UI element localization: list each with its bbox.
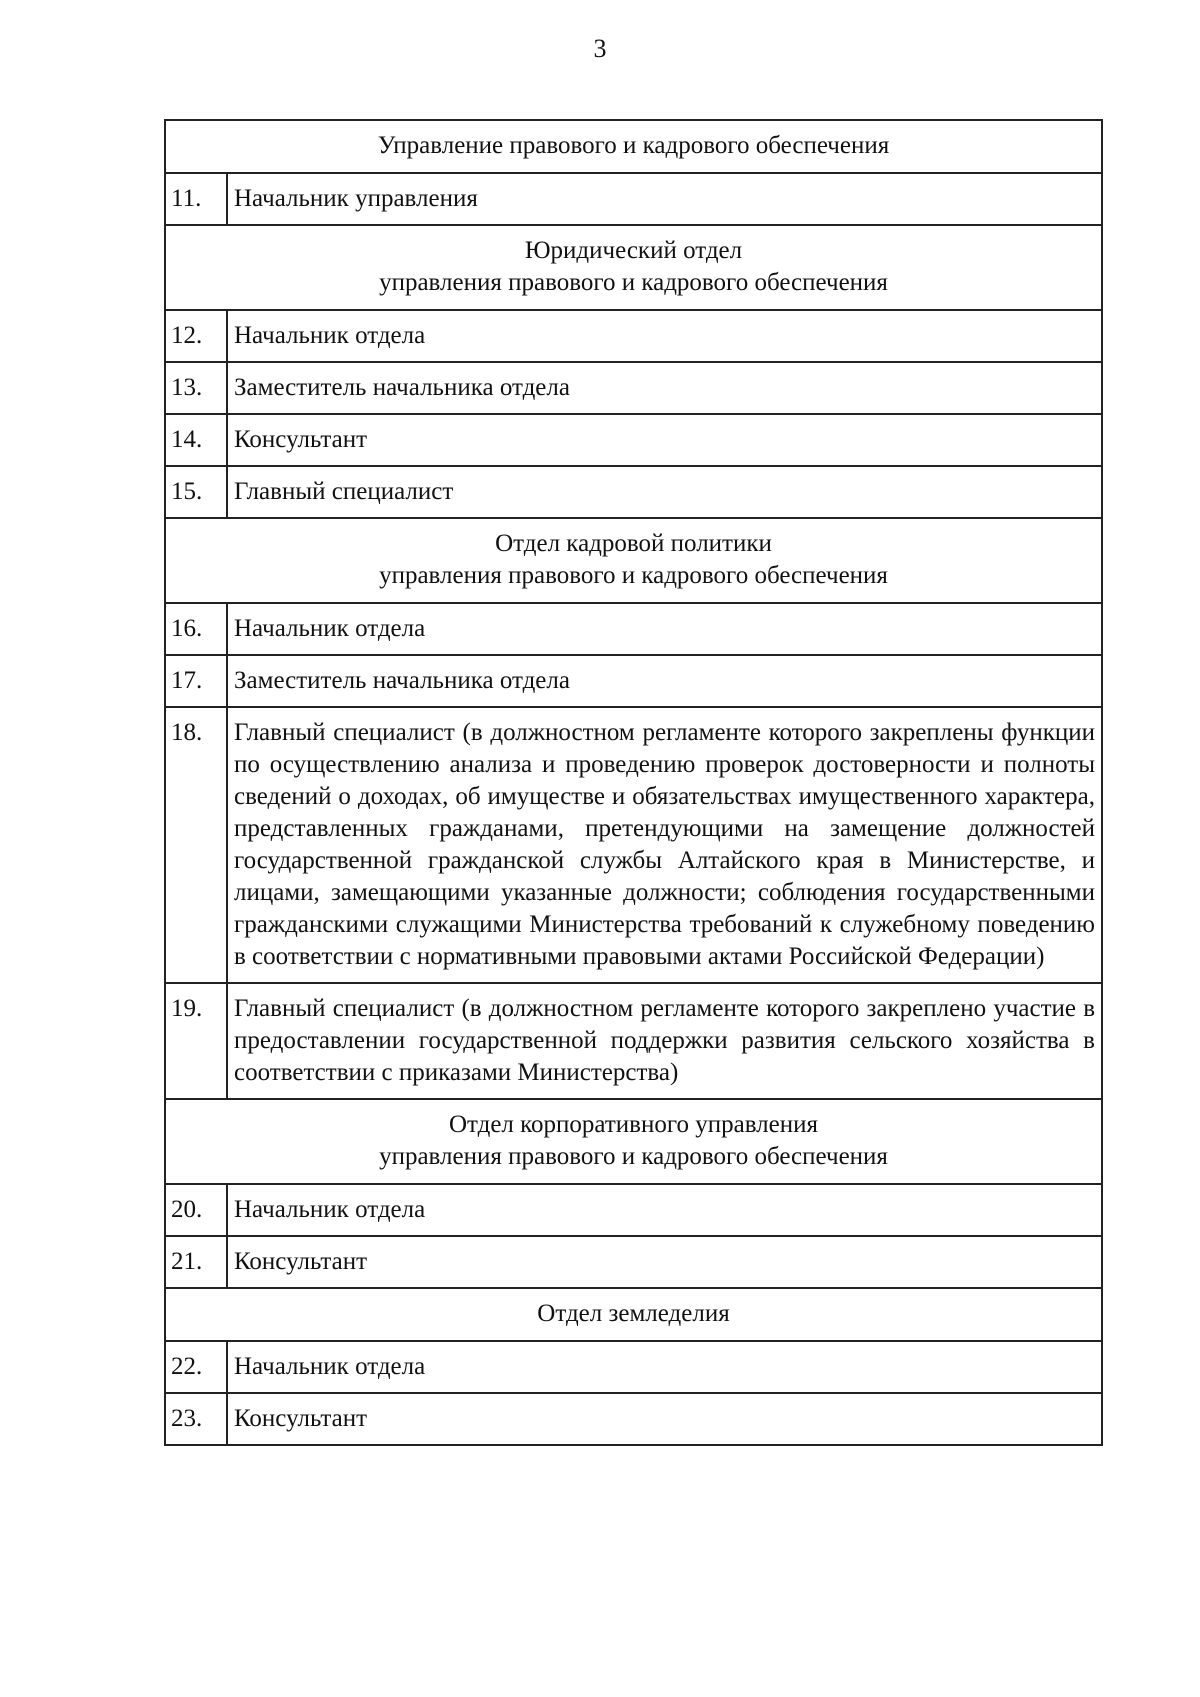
section-header [165, 120, 1102, 173]
table-row [165, 707, 1102, 983]
section-header [165, 518, 1102, 603]
section-title-line: управления правового и кадрового обеспечения [379, 1143, 888, 1170]
row-number: 18. [165, 707, 227, 983]
table-row [165, 310, 1102, 362]
position-title: Заместитель начальника отдела [227, 655, 1102, 707]
section-header [165, 1288, 1102, 1341]
table-row [165, 1341, 1102, 1393]
section-header [165, 225, 1102, 310]
position-description: Главный специалист (в должностном регламенте которого закреплено участие в предоставлении государственной поддержки развития сельского хозяйства в соответствии с приказами Министерства) [227, 983, 1102, 1099]
section-title-line: управления правового и кадрового обеспечения [379, 562, 888, 589]
position-description: Главный специалист (в должностном регламенте которого закреплены функции по осуществлению анализа и проведению проверок достоверности и полноты сведений о доходах, об имуществе и обязательствах имущественного характера, представленных гражданами, претендующими на замещение должностей государственной гражданской службы Алтайского края в Министерстве, и лицами, замещающими указанные должности; соблюдения государственными гражданскими служащими Министерства требований к служебному поведению в соответствии с нормативными правовыми актами Российской Федерации) [227, 707, 1102, 983]
section-title [165, 1288, 1102, 1341]
row-number: 16. [165, 603, 227, 655]
position-title: Начальник отдела [227, 1341, 1102, 1393]
position-title: Консультант [227, 1393, 1102, 1445]
section-title-line: Отдел земледелия [537, 1300, 730, 1327]
section-title-line: Отдел корпоративного управления [448, 1111, 819, 1138]
table-row [165, 362, 1102, 414]
section-title [165, 225, 1102, 310]
position-title: Заместитель начальника отдела [227, 362, 1102, 414]
position-title: Начальник отдела [227, 603, 1102, 655]
position-title: Главный специалист [227, 466, 1102, 518]
row-number: 23. [165, 1393, 227, 1445]
table-row [165, 466, 1102, 518]
section-title-line: Управление правового и кадрового обеспечения [377, 132, 890, 159]
row-number: 17. [165, 655, 227, 707]
section-title-line: управления правового и кадрового обеспечения [379, 269, 888, 296]
section-title-line: Отдел кадровой политики [495, 530, 772, 557]
section-header [165, 1099, 1102, 1184]
row-number: 11. [165, 173, 227, 225]
table-row [165, 1393, 1102, 1445]
table-row [165, 983, 1102, 1099]
position-title: Консультант [227, 414, 1102, 466]
row-number: 20. [165, 1184, 227, 1236]
position-title: Консультант [227, 1236, 1102, 1288]
page-number: 3 [593, 34, 607, 63]
row-number: 22. [165, 1341, 227, 1393]
row-number: 15. [165, 466, 227, 518]
table-row [165, 414, 1102, 466]
position-title: Начальник отдела [227, 310, 1102, 362]
section-title [165, 1099, 1102, 1184]
position-title: Начальник отдела [227, 1184, 1102, 1236]
table-row [165, 655, 1102, 707]
row-number: 13. [165, 362, 227, 414]
row-number: 12. [165, 310, 227, 362]
section-title [165, 518, 1102, 603]
row-number: 14. [165, 414, 227, 466]
table-row [165, 603, 1102, 655]
section-title-line: Юридический отдел [524, 237, 743, 264]
position-title: Начальник управления [227, 173, 1102, 225]
table-row [165, 1184, 1102, 1236]
row-number: 21. [165, 1236, 227, 1288]
table-row [165, 173, 1102, 225]
row-number: 19. [165, 983, 227, 1099]
positions-table [164, 119, 1103, 1446]
table-row [165, 1236, 1102, 1288]
section-title [165, 120, 1102, 173]
